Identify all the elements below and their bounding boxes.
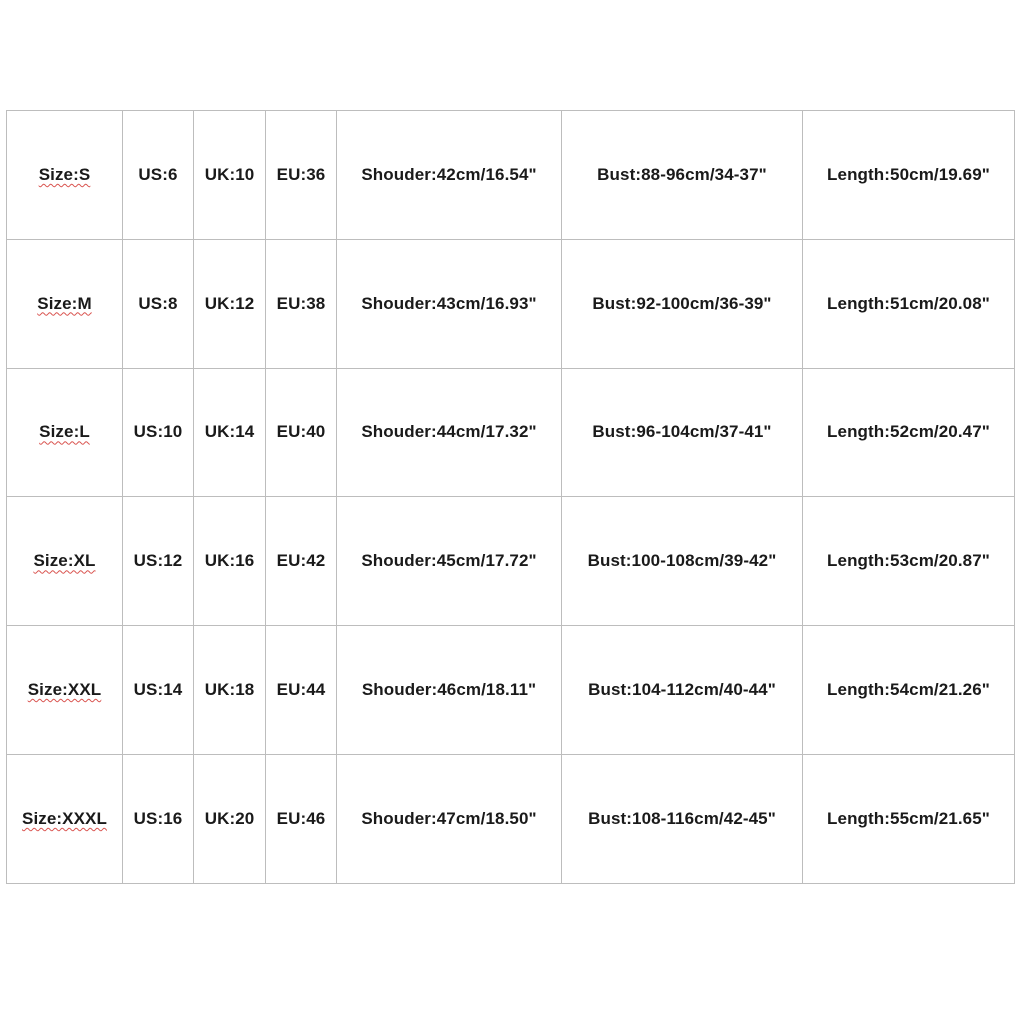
- length-cell: Length:52cm/20.47": [803, 368, 1015, 497]
- bust-cell: Bust:92-100cm/36-39": [562, 239, 803, 368]
- table-row: [7, 754, 1015, 883]
- length-cell: Length:51cm/20.08": [803, 239, 1015, 368]
- size-label: Size:XXXL: [22, 808, 107, 828]
- size-label: Size:XL: [33, 551, 96, 571]
- eu-size-cell: EU:36: [266, 111, 337, 240]
- size-label: Size:XXL: [27, 680, 102, 700]
- shoulder-cell: Shouder:44cm/17.32": [337, 368, 562, 497]
- size-cell: [7, 497, 123, 626]
- length-cell: Length:54cm/21.26": [803, 626, 1015, 755]
- size-label: Size:L: [39, 422, 90, 442]
- us-size-cell: US:6: [123, 111, 194, 240]
- bust-cell: Bust:100-108cm/39-42": [562, 497, 803, 626]
- size-cell: [7, 368, 123, 497]
- shoulder-cell: Shouder:47cm/18.50": [337, 754, 562, 883]
- length-cell: Length:53cm/20.87": [803, 497, 1015, 626]
- bust-cell: Bust:88-96cm/34-37": [562, 111, 803, 240]
- table-row: [7, 111, 1015, 240]
- shoulder-cell: Shouder:42cm/16.54": [337, 111, 562, 240]
- length-cell: Length:50cm/19.69": [803, 111, 1015, 240]
- uk-size-cell: UK:12: [194, 239, 266, 368]
- bust-cell: Bust:96-104cm/37-41": [562, 368, 803, 497]
- table-row: [7, 626, 1015, 755]
- shoulder-cell: Shouder:46cm/18.11": [337, 626, 562, 755]
- bust-cell: Bust:104-112cm/40-44": [562, 626, 803, 755]
- size-cell: [7, 239, 123, 368]
- eu-size-cell: EU:44: [266, 626, 337, 755]
- uk-size-cell: UK:14: [194, 368, 266, 497]
- size-cell: [7, 754, 123, 883]
- us-size-cell: US:14: [123, 626, 194, 755]
- size-label: Size:S: [38, 164, 91, 184]
- shoulder-cell: Shouder:43cm/16.93": [337, 239, 562, 368]
- table-row: [7, 368, 1015, 497]
- table-row: [7, 497, 1015, 626]
- uk-size-cell: UK:18: [194, 626, 266, 755]
- eu-size-cell: EU:46: [266, 754, 337, 883]
- uk-size-cell: UK:10: [194, 111, 266, 240]
- size-chart-table: [6, 110, 1015, 884]
- shoulder-cell: Shouder:45cm/17.72": [337, 497, 562, 626]
- us-size-cell: US:12: [123, 497, 194, 626]
- eu-size-cell: EU:40: [266, 368, 337, 497]
- table-row: [7, 239, 1015, 368]
- uk-size-cell: UK:16: [194, 497, 266, 626]
- size-label: Size:M: [37, 293, 92, 313]
- size-cell: [7, 111, 123, 240]
- us-size-cell: US:8: [123, 239, 194, 368]
- bust-cell: Bust:108-116cm/42-45": [562, 754, 803, 883]
- uk-size-cell: UK:20: [194, 754, 266, 883]
- length-cell: Length:55cm/21.65": [803, 754, 1015, 883]
- us-size-cell: US:10: [123, 368, 194, 497]
- us-size-cell: US:16: [123, 754, 194, 883]
- eu-size-cell: EU:42: [266, 497, 337, 626]
- eu-size-cell: EU:38: [266, 239, 337, 368]
- size-cell: [7, 626, 123, 755]
